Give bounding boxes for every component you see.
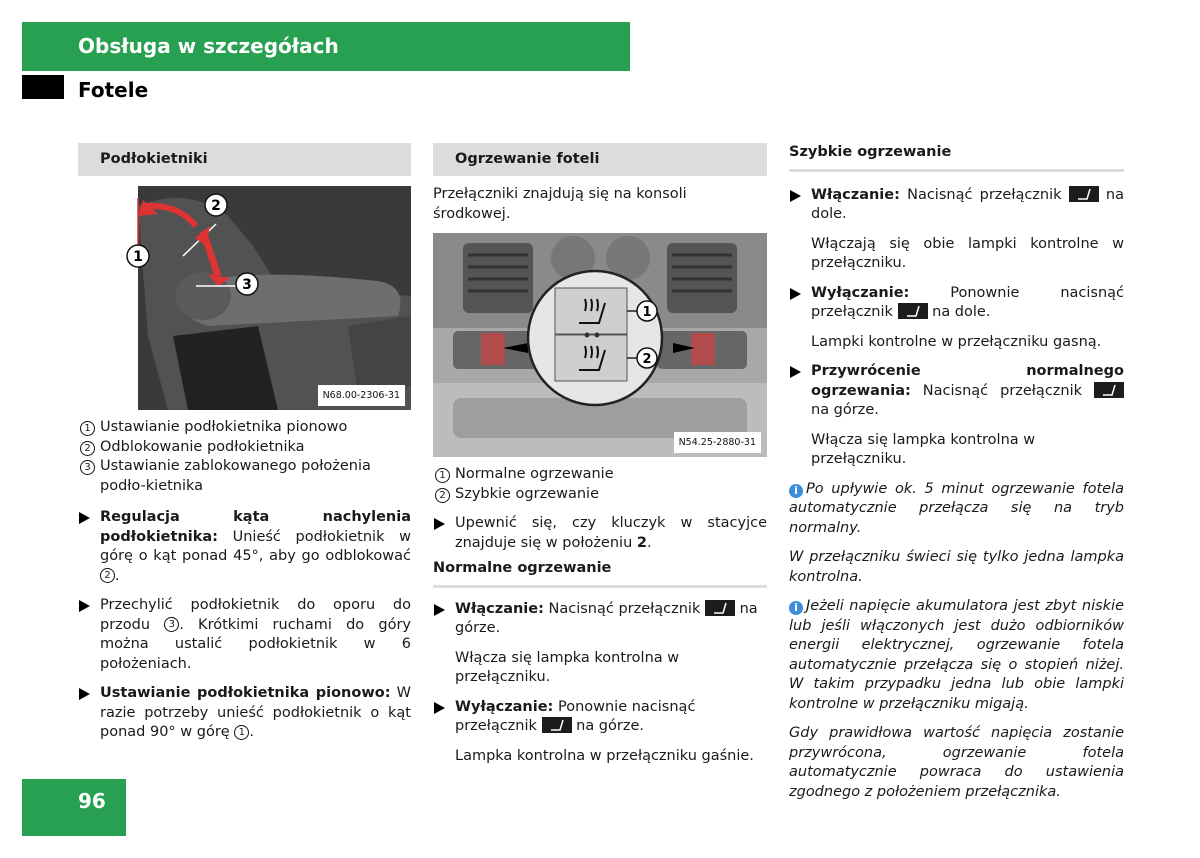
page-number: 96 (78, 789, 106, 813)
svg-text:2: 2 (642, 352, 652, 367)
info-note: i Po upływie ok. 5 minut ogrzewanie fotela automatycznie przełącza się na tryb normalny. (789, 480, 1124, 536)
instruction-item: Ustawianie podłokietnika pionowo: W razie potrzeby unieść podłokietnik o kąt ponad 90° w górę 1 . (78, 684, 411, 743)
armrest-figure (78, 186, 411, 410)
chapter-header (22, 22, 630, 71)
result-text: Lampki kontrolne w przełączniku gasną. (811, 333, 1102, 350)
figure-code: N54.25-2880-31 (674, 432, 761, 454)
page-number-box (22, 779, 126, 836)
result-text: Włączają się obie lampki kontrolne w przełączniku. (811, 235, 1124, 271)
seat-heat-switch-icon (898, 303, 928, 319)
rapid-heating-heading: Szybkie ogrzewanie (789, 143, 1124, 172)
legend-item: 3 Ustawianie zablokowanego położenia podło-kietnika (78, 457, 411, 496)
instruction-item: Wyłączanie: Ponownie nacisnąć przełącznik na dole. (789, 284, 1124, 323)
note-text: W przełączniku świeci się tylko jedna lampka kontrolna. (789, 549, 1124, 585)
instruction-item: Przywrócenie normalnego ogrzewania: Nacisnąć przełącznik na górze. (789, 362, 1124, 421)
svg-text:3: 3 (242, 277, 252, 293)
armrest-legend (78, 418, 411, 496)
instruction-item: Upewnić się, czy kluczyk w stacyjce znajduje się w położeniu 2. (433, 514, 767, 553)
column-seat-heating (433, 143, 767, 766)
section-title: Fotele (78, 78, 149, 102)
info-note: i Jeżeli napięcie akumulatora jest zbyt niskie lub jeśli włączonych jest dużo odbiorników energii elektrycznej, ogrzewanie fotela automatycznie przełącza się o stopień niżej. W takim przypadku jedna lub obie lampki kontrolne w przełączniku migają. (789, 598, 1124, 712)
info-icon: i (789, 601, 803, 615)
result-text: Włącza się lampka kontrolna w przełączniku. (455, 649, 680, 685)
legend-item: 1 Ustawianie podłokietnika pionowo (78, 418, 411, 438)
instruction-item: Włączanie: Nacisnąć przełącznik na dole. (789, 186, 1124, 225)
svg-text:1: 1 (642, 305, 652, 320)
column-rapid-heating (789, 143, 1124, 802)
chapter-title: Obsługa w szczegółach (78, 34, 339, 58)
note-text: Gdy prawidłowa wartość napięcia zostanie przywrócona, ogrzewanie fotela automatycznie powraca do ustawienia zgodnego z położeniem przełącznika. (789, 725, 1124, 800)
instruction-item: Włączanie: Nacisnąć przełącznik na górze. (433, 600, 767, 639)
section-marker (22, 75, 64, 99)
seat-heat-switch-icon (1069, 186, 1099, 202)
legend-item: 2 Szybkie ogrzewanie (433, 485, 767, 505)
result-text: Lampka kontrolna w przełączniku gaśnie. (455, 747, 754, 764)
result-text: Włącza się lampka kontrolna w przełączniku. (811, 431, 1036, 467)
normal-heating-heading: Normalne ogrzewanie (433, 559, 767, 588)
column-armrests (78, 143, 411, 743)
seat-heat-switch-icon (1094, 382, 1124, 398)
legend-item: 1 Normalne ogrzewanie (433, 465, 767, 485)
instruction-item: Wyłączanie: Ponownie nacisnąć przełącznik na górze. (433, 698, 767, 737)
instruction-item: Przechylić podłokietnik do oporu do przodu 3 . Krótkimi ruchami do góry można ustalić podłokietnik w 6 położeniach. (78, 596, 411, 674)
svg-text:2: 2 (211, 198, 221, 214)
heating-legend (433, 465, 767, 504)
console-figure (433, 233, 767, 457)
info-icon: i (789, 484, 803, 498)
figure-code: N68.00-2306-31 (318, 385, 405, 407)
instruction-item: Regulacja kąta nachylenia podłokietnika: Unieść podłokietnik w górę o kąt ponad 45°, aby go odblokować 2 . (78, 508, 411, 586)
intro-text: Przełączniki znajdują się na konsoli środkowej. (433, 186, 687, 222)
seat-heat-switch-icon (542, 717, 572, 733)
armrests-heading: Podłokietniki (78, 143, 411, 176)
seat-heating-heading: Ogrzewanie foteli (433, 143, 767, 176)
seat-heat-switch-icon (705, 600, 735, 616)
svg-text:1: 1 (133, 249, 143, 265)
legend-item: 2 Odblokowanie podłokietnika (78, 438, 411, 458)
